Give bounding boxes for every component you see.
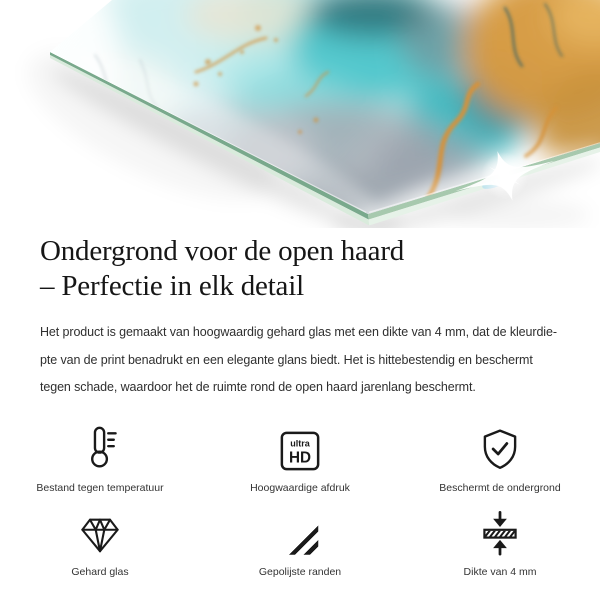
title-line-1: Ondergrond voor de open haard xyxy=(40,235,405,267)
feature-protection xyxy=(400,418,600,496)
glass-panel-illustration xyxy=(0,0,600,228)
thickness-icon xyxy=(478,504,522,556)
thermometer-icon xyxy=(78,420,122,472)
shield-check-icon xyxy=(478,420,522,472)
feature-label: Gehard glas xyxy=(71,565,129,578)
feature-tempered-glass xyxy=(0,502,200,580)
ultra-hd-icon xyxy=(279,420,321,472)
feature-label: Dikte van 4 mm xyxy=(463,565,537,578)
ultra-hd-text-top: ultra xyxy=(290,438,310,449)
feature-print-quality xyxy=(200,418,400,496)
ultra-hd-text-bottom: HD xyxy=(288,448,312,466)
polished-edges-icon xyxy=(281,504,319,556)
paragraph-line: Het product is gemaakt van hoogwaardig gehard glas met een dikte van 4 mm, dat de kleurdie- xyxy=(40,325,557,339)
paragraph-line: pte van de print benadrukt en een elegante glans biedt. Het is hittebestendig en beschermt xyxy=(40,352,533,367)
paragraph-line: tegen schade, waardoor het de ruimte rond de open haard jarenlang beschermt. xyxy=(40,380,476,394)
feature-thickness xyxy=(400,502,600,580)
feature-temperature xyxy=(0,418,200,496)
product-image xyxy=(0,0,600,228)
feature-label: Gepolijste randen xyxy=(258,565,342,578)
diamond-icon xyxy=(77,504,123,556)
feature-label: Bestand tegen temperatuur xyxy=(36,481,164,494)
feature-label: Hoogwaardige afdruk xyxy=(250,481,350,494)
feature-polished-edges xyxy=(200,502,400,580)
features-grid xyxy=(0,418,600,580)
feature-label: Beschermt de ondergrond xyxy=(439,481,561,494)
page-title xyxy=(40,234,560,304)
description-paragraph xyxy=(40,319,560,402)
title-line-2: – Perfectie in elk detail xyxy=(40,270,304,302)
